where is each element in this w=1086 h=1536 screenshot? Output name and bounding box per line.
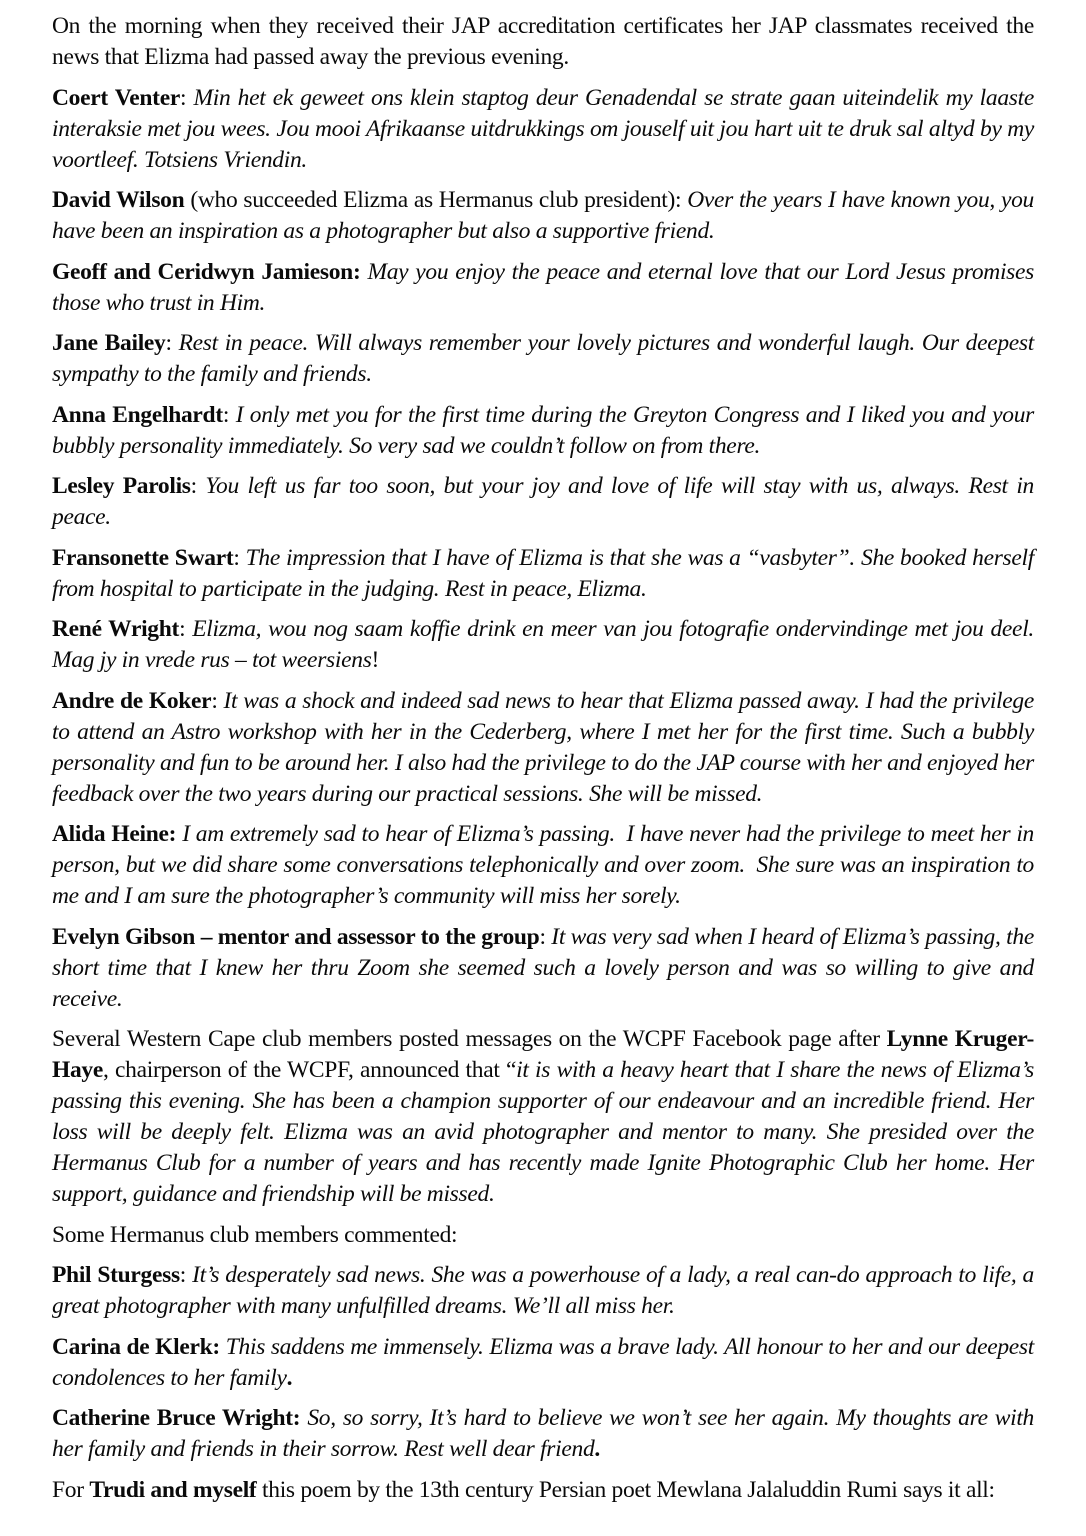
text-segment-italic: I am extremely sad to hear of Elizma’s passing. I have never had the privilege to meet her in person, but we did share some conversations telephonically and over zoom. She sure was an inspiration to me and I am sure the photographer’s community will miss her sorely. [52,821,1034,909]
text-segment-regular: (who succeeded Elizma as Hermanus club president): [184,187,688,213]
text-segment-bold: Lesley Parolis [52,473,191,499]
text-segment-italic: It was very sad when I heard of Elizma’s passing, the short time that I knew her thru Zoom she seemed such a lovely person and was so willing to give and receive. [52,923,1034,1012]
text-segment-regular: : [179,1262,193,1288]
text-segment-regular: On the morning when they received their JAP accreditation certificates her JAP classmates received the news that Elizma had passed away the previous evening. [52,13,1034,70]
text-segment-bold: René Wright [52,616,180,642]
text-segment-regular: : [211,687,224,714]
text-segment-bold: Trudi and myself [89,1476,257,1503]
text-segment-bold: Andre de Koker [52,687,212,714]
text-segment-bold: Geoff and Ceridwyn Jamieson: [52,258,361,285]
text-segment-bold: David Wilson [52,187,185,213]
paragraph-container [52,11,1034,1506]
text-segment-regular: : [190,473,206,499]
text-segment-italic: This saddens me immensely. Elizma was a brave lady. All honour to her and our deepest condolences to her family [52,1333,1035,1391]
text-segment-regular: , chairperson of the WCPF, announced that “ [103,1057,517,1083]
paragraph [52,614,1034,676]
paragraph [52,686,1034,810]
text-segment-italic: It was a shock and indeed sad news to hear that Elizma passed away. I had the privilege to attend an Astro workshop with her in the Cederberg, where I met her for the first time. Such a bubbly personality and fun to be around her. I also had the privilege to do the JAP course with her and enjoyed her feedback over the two years during our practical sessions. She will be missed. [52,687,1034,807]
text-segment-italic: Over the years I have known you, you have been an inspiration as a photographer but also a supportive friend. [52,187,1034,244]
text-segment-bold: Coert Venter [52,84,180,111]
text-segment-italic: The impression that I have of Elizma is that she was a “vasbyter”. She booked herself from hospital to participate in the judging. Rest in peace, Elizma. [52,544,1034,602]
paragraph [52,185,1034,247]
text-segment-bold: Anna Engelhardt [52,401,223,428]
text-segment-regular: : [179,616,193,642]
text-segment-regular: Several Western Cape club members posted messages on the WCPF Facebook page after [52,1026,887,1052]
text-segment-italic: Min het ek geweet ons klein staptog deur Genadendal se strate gaan uiteindelik my laaste interaksie met jou wees. Jou mooi Afrikaanse uitdrukkings om jouself uit jou hart uit te druk sal altyd by my voortleef. Totsiens Vriendin. [52,84,1034,173]
text-segment-regular: For [52,1476,90,1503]
text-segment-italic: It’s desperately sad news. She was a powerhouse of a lady, a real can-do approach to life, a great photographer with many unfulfilled dreams. We’ll all miss her. [52,1262,1035,1319]
paragraph [52,1403,1034,1465]
text-segment-bold: Catherine Bruce Wright: [52,1405,301,1431]
paragraph [52,1024,1034,1210]
paragraph [52,1475,1034,1506]
paragraph [52,400,1034,462]
text-segment-bold: . [286,1364,293,1391]
paragraph [52,471,1034,533]
text-segment-regular: : [539,923,552,950]
paragraph [52,11,1034,73]
text-segment-bold: Alida Heine: [52,821,177,847]
text-segment-regular: : [179,84,194,111]
text-segment-italic: So, so sorry, It’s hard to believe we won’t see her again. My thoughts are with her family and friends in their sorrow. Rest well dear friend [52,1405,1034,1462]
paragraph [52,1220,1034,1251]
paragraph [52,922,1034,1015]
paragraph [52,1260,1034,1322]
text-segment-bold: Jane Bailey [52,330,166,356]
paragraph [52,83,1034,176]
text-segment-italic: You left us far too soon, but your joy and love of life will stay with us, always. Rest in peace. [52,473,1034,530]
text-segment-bold: Carina de Klerk: [52,1333,220,1360]
paragraph [52,328,1034,390]
text-segment-regular: : [222,401,236,428]
text-segment-regular: ! [371,647,380,673]
text-segment-italic: it is with a heavy heart that I share the news of Elizma’s passing this evening. She has been a champion supporter of our endeavour and an incredible friend. Her loss will be deeply felt. Elizma was an avid photographer and mentor to many. She presided over the Hermanus Club for a number of years and has recently made Ignite Photographic Club her home. Her support, guidance and friendship will be missed. [52,1057,1034,1207]
text-segment-bold: Evelyn Gibson – mentor and assessor to the group [52,923,540,950]
text-segment-italic: I only met you for the first time during the Greyton Congress and I liked you and your bubbly personality immediately. So very sad we couldn’t follow on from there. [52,401,1034,459]
text-segment-regular: : [165,330,179,356]
paragraph [52,1332,1034,1394]
text-segment-italic: May you enjoy the peace and eternal love that our Lord Jesus promises those who trust in Him. [52,258,1034,316]
text-segment-italic: Elizma, wou nog saam koffie drink en meer van jou fotografie ondervindinge met jou deel. Mag jy in vrede rus – tot weersiens [52,616,1034,673]
text-segment-italic: Rest in peace. Will always remember your lovely pictures and wonderful laugh. Our deepest sympathy to the family and friends. [52,330,1034,387]
text-segment-regular: this poem by the 13th century Persian poet Mewlana Jalaluddin Rumi says it all: [256,1476,995,1503]
text-segment-bold: . [594,1436,600,1462]
text-segment-regular: : [233,544,246,571]
text-segment-bold: Lynne Kruger-Haye [52,1026,1034,1083]
text-segment-regular: Some Hermanus club members commented: [52,1221,458,1248]
paragraph [52,257,1034,319]
paragraph [52,543,1034,605]
text-segment-bold: Fransonette Swart [52,544,234,571]
text-segment-bold: Phil Sturgess [52,1262,180,1288]
paragraph [52,819,1034,912]
